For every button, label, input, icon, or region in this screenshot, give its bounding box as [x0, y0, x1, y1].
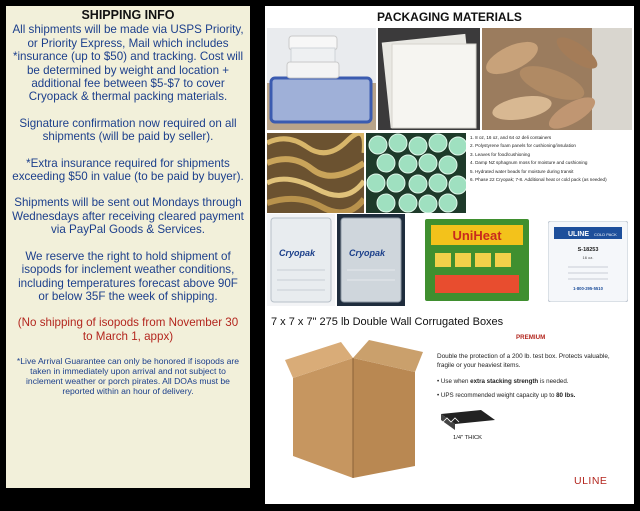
bullet-stacking-bold: extra stacking strength [470, 378, 539, 385]
uline-brand-label: ULINE [574, 475, 608, 487]
thickness-label: 1/4" THICK [453, 435, 483, 441]
uline-pack-brand: ULINE [568, 231, 589, 238]
uline-pack-type: COLD PACK [594, 232, 617, 237]
cryopak-photo [267, 214, 335, 306]
boxes-description: Double the protection of a 200 lb. test box. Protects valuable, fragile or your heaviest items. [437, 353, 610, 369]
corrugation-diagram [441, 408, 495, 432]
shipping-days-text: Shipments will be sent out Mondays through Wednesdays after receiving cleared payment via PayPal Goods & Services. [12, 196, 244, 237]
uniheat-label: UniHeat [452, 228, 502, 243]
deli-containers-photo [267, 28, 376, 130]
list-item: 3. Leaves for food/cushioning [470, 151, 531, 157]
uniheat-pack-photo [425, 219, 529, 301]
sphagnum-moss-photo [267, 133, 364, 213]
list-item: 2. Polystyrene foam panels for cushioning/insulation [470, 143, 576, 149]
uline-cold-pack-photo [548, 221, 628, 302]
premium-label: PREMIUM [516, 334, 546, 341]
uline-pack-phone: 1-800-295-5510 [573, 286, 603, 291]
shipping-method-text: All shipments will be made via USPS Priority, or Priority Express, Mail which includes *insurance (up to $50) and tracking. Cost will be determined by weight and location + additional fee between $5-$7 to cover Cryopack & thermal packing materials. [12, 23, 244, 104]
extra-insurance-text: *Extra insurance required for shipments exceeding $50 in value (to be paid by buyer). [12, 156, 244, 184]
cryopak-label-2: Cryopak [349, 248, 386, 258]
packaging-materials-title: PACKAGING MATERIALS [377, 10, 522, 24]
uline-pack-size: 16 oz. [582, 255, 594, 260]
list-item: 5. Hydrated water beads for moisture during transit [470, 168, 574, 174]
list-item: 4. Damp NZ sphagnum moss for moisture and cushioning [470, 160, 588, 166]
no-shipping-window-text: (No shipping of isopods from November 30 to March 1, appx) [17, 316, 239, 343]
bullet-stacking-prefix: Use when [440, 378, 471, 385]
cardboard-box-image [283, 338, 423, 483]
packaging-materials-panel [265, 6, 634, 504]
list-item: 6. Phase 22 Cryopak; 7-8. Additional heat or cold pack (as needed) [470, 176, 607, 182]
bullet-stacking: • Use when extra stacking strength is needed. [437, 378, 569, 385]
live-arrival-guarantee-text: *Live Arrival Guarantee can only be honored if isopods are taken in immediately upon arrival and not subject to inclement weather or porch pirates. All DOAs must be reported within an hour of delivery. [16, 356, 240, 397]
shipping-info-title: SHIPPING INFO [81, 8, 175, 22]
leaves-photo [482, 28, 632, 130]
bullet-weight-bold: 80 lbs. [556, 392, 576, 399]
bullet-weight-prefix: UPS recommended weight capacity up to [440, 392, 557, 399]
weather-hold-text: We reserve the right to hold shipment of isopods for inclement weather conditions, including temperatures forecast above 90F or below 35F the week of shipping. [18, 249, 238, 303]
materials-list [470, 135, 630, 185]
foam-panels-photo [378, 28, 480, 130]
list-item: 1. 8 oz, 16 oz, and 64 oz deli containers [470, 135, 552, 140]
boxes-title: 7 x 7 x 7" 275 lb Double Wall Corrugated Boxes [271, 316, 504, 328]
shipping-info-panel [6, 6, 250, 488]
cryopak-photo-2 [337, 214, 405, 306]
water-beads-photo [366, 133, 466, 213]
uline-pack-code: S-18253 [577, 247, 599, 253]
signature-text: Signature confirmation now required on all shipments (will be paid by seller). [19, 116, 237, 144]
bullet-stacking-suffix: is needed. [538, 378, 569, 385]
bullet-weight: • UPS recommended weight capacity up to 80 lbs. [437, 392, 576, 399]
cryopak-label: Cryopak [279, 248, 316, 258]
